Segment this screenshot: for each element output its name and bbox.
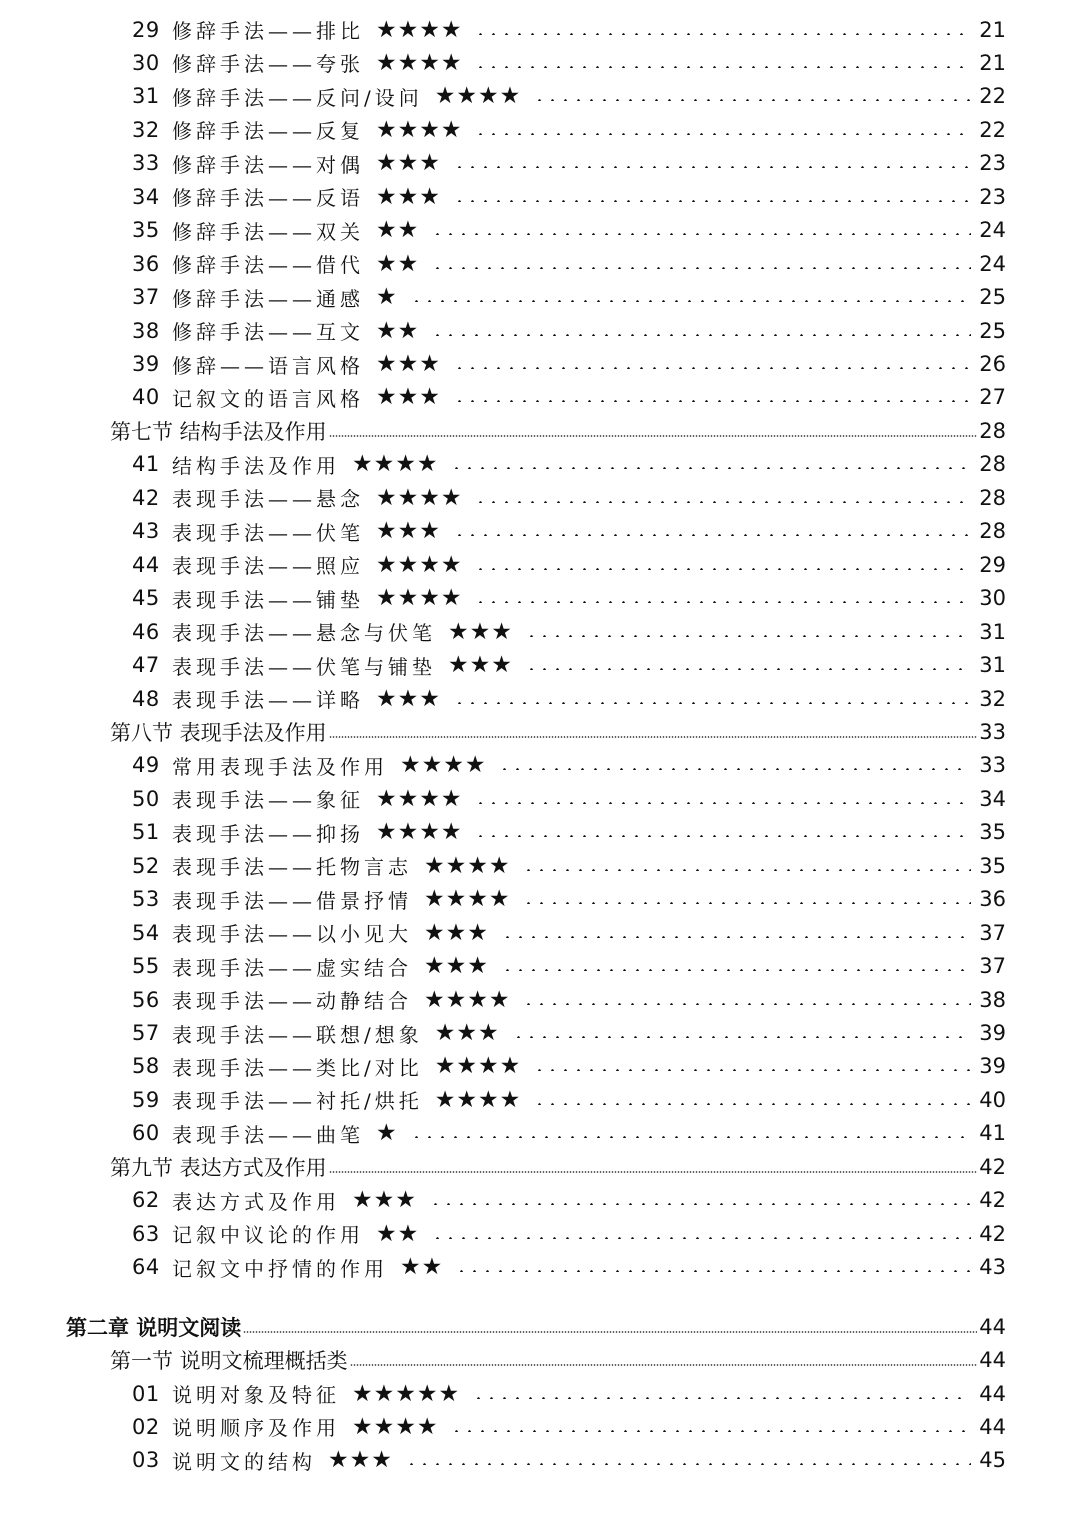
entry-title: 表现手法——铺垫	[172, 587, 364, 612]
toc-entry[interactable]	[132, 80, 1006, 113]
toc-entry[interactable]	[132, 1017, 1006, 1050]
star-rating-icon: ★★★	[376, 685, 441, 712]
toc-section-heading[interactable]	[110, 414, 1006, 447]
toc-entry[interactable]	[132, 682, 1006, 715]
dot-leader	[453, 400, 971, 402]
entry-number: 47	[132, 653, 160, 678]
entry-number: 59	[132, 1087, 160, 1112]
entry-title: 表现手法——衬托/烘托	[172, 1089, 423, 1114]
entry-number: 37	[132, 285, 160, 310]
entry-number: 32	[132, 117, 160, 142]
page-number: 31	[979, 619, 1006, 644]
toc-entry[interactable]	[132, 782, 1006, 815]
page-number: 40	[979, 1087, 1006, 1112]
dot-leader	[525, 668, 971, 670]
dot-leader	[453, 702, 971, 704]
entry-title: 修辞手法——借代	[172, 253, 364, 278]
entry-number: 45	[132, 586, 160, 611]
page-number: 23	[979, 184, 1006, 209]
entry-number: 33	[132, 151, 160, 176]
entry-title: 表现手法——详略	[172, 688, 364, 712]
star-rating-icon: ★★	[376, 250, 420, 277]
star-rating-icon: ★★★★	[434, 1053, 522, 1080]
page-number: 37	[979, 954, 1006, 979]
page-number: 26	[979, 352, 1006, 376]
toc-entry[interactable]	[132, 1410, 1006, 1443]
page-number: 21	[979, 50, 1006, 75]
page-number: 28	[979, 485, 1006, 510]
entry-title: 修辞手法——反语	[172, 186, 364, 211]
dot-leader	[498, 768, 971, 770]
toc-entry[interactable]	[132, 13, 1006, 46]
toc-entry[interactable]	[132, 1217, 1006, 1250]
toc-entry[interactable]	[132, 348, 1006, 381]
star-rating-icon: ★★★★	[424, 986, 511, 1013]
star-rating-icon: ★★★★	[376, 819, 463, 846]
page-number: 22	[979, 84, 1006, 109]
dot-leader	[450, 467, 971, 469]
page-number: 30	[979, 586, 1006, 611]
entry-number: 38	[132, 318, 160, 343]
toc-entry[interactable]	[132, 46, 1006, 79]
toc-entry[interactable]	[132, 548, 1006, 581]
toc-entry[interactable]	[132, 649, 1006, 682]
entry-title: 表现手法——悬念与伏笔	[172, 621, 436, 646]
dot-leader	[474, 133, 971, 135]
entry-title: 表现手法——托物言志	[172, 855, 412, 880]
star-rating-icon: ★★	[376, 217, 420, 244]
page-number: 23	[979, 151, 1006, 176]
page-number: 43	[979, 1255, 1006, 1280]
page-number: 27	[979, 385, 1006, 410]
entry-title: 记叙文的语言风格	[172, 386, 364, 411]
dot-leader	[533, 99, 971, 101]
page-number: 24	[979, 251, 1006, 276]
dot-leader	[501, 936, 971, 938]
page-number: 44	[979, 1414, 1006, 1439]
dot-leader	[522, 1003, 971, 1005]
entry-number: 44	[132, 552, 160, 577]
dot-leader	[329, 1171, 978, 1173]
dot-leader	[474, 66, 971, 68]
entry-number: 40	[132, 385, 160, 410]
page-number: 41	[979, 1121, 1006, 1146]
entry-title: 表现手法——悬念	[172, 487, 364, 512]
entry-number: 35	[132, 218, 160, 243]
toc-chapter-heading[interactable]	[66, 1310, 1006, 1343]
star-rating-icon: ★★★	[376, 150, 441, 177]
star-rating-icon: ★★★★	[376, 16, 463, 43]
entry-title: 修辞手法——反问/设问	[172, 85, 423, 110]
dot-leader	[453, 166, 971, 168]
toc-section-heading[interactable]	[110, 1344, 1006, 1377]
entry-title: 表达方式及作用	[172, 1189, 340, 1214]
entry-title: 常用表现手法及作用	[172, 754, 388, 779]
entry-number: 34	[132, 184, 160, 209]
entry-title: 修辞手法——排比	[172, 19, 364, 43]
entry-number: 54	[132, 920, 160, 945]
entry-number: 01	[132, 1381, 160, 1406]
entry-number: 58	[132, 1054, 160, 1079]
toc-entry[interactable]	[132, 615, 1006, 648]
dot-leader	[455, 1270, 971, 1272]
toc-entry[interactable]	[132, 1251, 1006, 1284]
star-rating-icon: ★★★★	[434, 83, 522, 110]
dot-leader	[431, 334, 971, 336]
entry-title: 表现手法——抑扬	[172, 821, 364, 846]
entry-number: 42	[132, 485, 160, 510]
page-number: 31	[979, 653, 1006, 678]
page-number: 42	[979, 1154, 1006, 1179]
toc-entry[interactable]	[132, 314, 1006, 347]
page-number: 37	[979, 920, 1006, 945]
star-rating-icon: ★★★★	[424, 886, 511, 913]
star-rating-icon: ★★★	[376, 518, 441, 545]
dot-leader	[429, 1203, 971, 1205]
entry-title: 表现手法——类比/对比	[172, 1055, 423, 1080]
entry-title: 记叙中议论的作用	[172, 1223, 364, 1248]
dot-leader	[533, 1069, 971, 1071]
entry-number: 52	[132, 853, 160, 878]
entry-title: 表现手法——伏笔	[172, 520, 364, 545]
dot-leader	[525, 635, 971, 637]
page-number: 38	[979, 987, 1006, 1012]
entry-number: 29	[132, 17, 160, 42]
star-rating-icon: ★★★	[424, 953, 489, 980]
entry-title: 表现手法——虚实结合	[172, 955, 412, 980]
dot-leader	[522, 902, 971, 904]
star-rating-icon: ★★	[376, 317, 420, 344]
toc-entry[interactable]	[132, 180, 1006, 213]
dot-leader	[410, 300, 972, 302]
dot-leader	[243, 1331, 977, 1333]
star-rating-icon: ★★★★	[376, 484, 463, 511]
page-number: 42	[979, 1188, 1006, 1213]
star-rating-icon: ★★★★	[424, 852, 511, 879]
entry-title: 修辞手法——双关	[172, 219, 364, 244]
star-rating-icon: ★★★	[424, 919, 489, 946]
entry-title: 表现手法——以小见大	[172, 922, 412, 947]
page-number: 33	[979, 719, 1006, 744]
entry-number: 55	[132, 954, 160, 979]
toc-section-heading[interactable]	[110, 715, 1006, 748]
star-rating-icon: ★★★★	[376, 785, 463, 812]
dot-leader	[522, 869, 971, 871]
dot-leader	[329, 435, 978, 437]
page-number: 32	[979, 686, 1006, 711]
entry-number: 02	[132, 1414, 160, 1439]
toc-entry[interactable]	[132, 1377, 1006, 1410]
star-rating-icon: ★★★	[434, 1020, 500, 1046]
star-rating-icon: ★★★★	[434, 1086, 522, 1113]
star-rating-icon: ★★★	[328, 1447, 393, 1474]
dot-leader	[431, 1237, 971, 1239]
star-rating-icon: ★★★	[448, 618, 513, 645]
dot-leader	[533, 1103, 971, 1105]
entry-number: 63	[132, 1221, 160, 1246]
dot-leader	[405, 1463, 971, 1465]
star-rating-icon: ★★★★	[352, 451, 439, 478]
page-number: 45	[979, 1448, 1006, 1473]
entry-number: 57	[132, 1021, 160, 1045]
page-number: 42	[979, 1221, 1006, 1246]
page-number: 22	[979, 117, 1006, 142]
page-number: 39	[979, 1054, 1006, 1079]
star-rating-icon: ★★★	[376, 351, 441, 377]
toc-entry[interactable]	[132, 916, 1006, 949]
page-number: 39	[979, 1021, 1006, 1045]
entry-number: 39	[132, 352, 160, 376]
toc-entry[interactable]	[132, 1050, 1006, 1083]
entry-number: 64	[132, 1255, 160, 1280]
entry-title: 说明文的结构	[172, 1449, 316, 1474]
star-rating-icon: ★★★★	[376, 551, 463, 578]
star-rating-icon: ★★★★	[352, 1413, 439, 1440]
page-number: 25	[979, 318, 1006, 343]
page-number: 44	[979, 1381, 1006, 1406]
entry-number: 56	[132, 987, 160, 1012]
dot-leader	[474, 802, 971, 804]
toc-entry[interactable]	[132, 983, 1006, 1016]
toc-entry[interactable]	[132, 381, 1006, 414]
toc-entry[interactable]	[132, 1444, 1006, 1477]
entry-title: 表现手法——曲笔	[172, 1122, 364, 1147]
entry-title: 表现手法——联想/想象	[172, 1022, 423, 1047]
page-number: 25	[979, 285, 1006, 310]
toc-entry[interactable]	[132, 749, 1006, 782]
page-number: 36	[979, 887, 1006, 912]
toc-entry[interactable]	[132, 214, 1006, 247]
entry-title: 表现手法——象征	[172, 788, 364, 813]
dot-leader	[501, 969, 971, 971]
dot-leader	[474, 568, 971, 570]
entry-number: 30	[132, 50, 160, 75]
page-number: 35	[979, 820, 1006, 845]
toc-entry[interactable]	[132, 582, 1006, 615]
star-rating-icon: ★	[376, 1120, 398, 1147]
toc-entry[interactable]	[132, 281, 1006, 314]
dot-leader	[410, 1136, 972, 1138]
dot-leader	[450, 1430, 971, 1432]
star-rating-icon: ★★★	[352, 1187, 417, 1214]
toc-entry[interactable]	[132, 849, 1006, 882]
dot-leader	[472, 1397, 971, 1399]
page-number: 44	[979, 1314, 1006, 1339]
page-number: 28	[979, 519, 1006, 544]
dot-leader	[431, 233, 971, 235]
toc-entry[interactable]	[132, 515, 1006, 548]
toc-entry[interactable]	[132, 816, 1006, 849]
dot-leader	[512, 1036, 972, 1038]
dot-leader	[329, 736, 978, 738]
toc-entry[interactable]	[132, 883, 1006, 916]
entry-number: 48	[132, 686, 160, 711]
entry-title: 结构手法及作用	[172, 453, 340, 478]
entry-title: 修辞手法——夸张	[172, 52, 364, 77]
entry-number: 51	[132, 820, 160, 845]
entry-title: 第九节 表达方式及作用	[110, 1155, 327, 1180]
entry-number: 36	[132, 251, 160, 276]
page-number: 21	[979, 17, 1006, 42]
page-number: 33	[979, 753, 1006, 778]
page-number: 34	[979, 786, 1006, 811]
toc-entry[interactable]	[132, 147, 1006, 180]
entry-title: 第一节 说明文梳理概括类	[110, 1349, 348, 1374]
entry-number: 46	[132, 619, 160, 644]
toc-entry[interactable]	[132, 481, 1006, 514]
entry-title: 说明对象及特征	[172, 1383, 340, 1407]
entry-title: 第八节 表现手法及作用	[110, 720, 327, 745]
entry-title: 表现手法——照应	[172, 554, 364, 579]
page-number: 28	[979, 418, 1006, 443]
entry-title: 表现手法——动静结合	[172, 989, 412, 1014]
star-rating-icon: ★★	[400, 1254, 444, 1281]
entry-number: 49	[132, 753, 160, 778]
toc-entry[interactable]	[132, 448, 1006, 481]
entry-title: 表现手法——伏笔与铺垫	[172, 654, 436, 679]
dot-leader	[453, 367, 971, 369]
entry-title: 修辞手法——反复	[172, 119, 364, 144]
star-rating-icon: ★	[376, 284, 398, 311]
dot-leader	[453, 200, 971, 202]
entry-number: 31	[132, 84, 160, 109]
entry-number: 03	[132, 1448, 160, 1473]
star-rating-icon: ★★★★	[376, 585, 463, 612]
page-number: 24	[979, 218, 1006, 243]
star-rating-icon: ★★★	[376, 384, 441, 411]
entry-number: 41	[132, 452, 160, 477]
star-rating-icon: ★★★★★	[352, 1380, 461, 1407]
toc-entry[interactable]	[132, 1117, 1006, 1150]
entry-number: 43	[132, 519, 160, 544]
dot-leader	[474, 835, 971, 837]
entry-number: 62	[132, 1188, 160, 1213]
page-number: 28	[979, 452, 1006, 477]
star-rating-icon: ★★	[376, 1220, 420, 1247]
dot-leader	[474, 33, 971, 35]
entry-title: 修辞手法——互文	[172, 320, 364, 345]
dot-leader	[431, 267, 971, 269]
star-rating-icon: ★★★	[448, 652, 513, 679]
entry-title: 修辞手法——通感	[172, 286, 364, 311]
entry-title: 表现手法——借景抒情	[172, 888, 412, 913]
entry-title: 说明顺序及作用	[172, 1416, 340, 1441]
entry-title: 记叙文中抒情的作用	[172, 1256, 388, 1281]
toc-entry[interactable]	[132, 1184, 1006, 1217]
toc-entry[interactable]	[132, 950, 1006, 983]
entry-title: 第二章 说明文阅读	[66, 1315, 242, 1340]
dot-leader	[474, 601, 971, 603]
star-rating-icon: ★★★★	[376, 49, 463, 76]
entry-number: 60	[132, 1121, 160, 1146]
toc-entry[interactable]	[132, 113, 1006, 146]
dot-leader	[474, 501, 971, 503]
star-rating-icon: ★★★★	[376, 116, 463, 143]
toc-section-heading[interactable]	[110, 1150, 1006, 1183]
dot-leader	[453, 534, 971, 536]
entry-title: 第七节 结构手法及作用	[110, 419, 327, 444]
entry-number: 50	[132, 786, 160, 811]
star-rating-icon: ★★★	[376, 183, 441, 210]
dot-leader	[350, 1364, 978, 1366]
page-number: 44	[979, 1348, 1006, 1373]
entry-title: 修辞——语言风格	[172, 353, 364, 378]
toc-entry[interactable]	[132, 1083, 1006, 1116]
page-number: 29	[979, 552, 1006, 577]
entry-title: 修辞手法——对偶	[172, 152, 364, 177]
star-rating-icon: ★★★★	[400, 752, 487, 779]
entry-number: 53	[132, 887, 160, 912]
toc-entry[interactable]	[132, 247, 1006, 280]
page-number: 35	[979, 853, 1006, 878]
